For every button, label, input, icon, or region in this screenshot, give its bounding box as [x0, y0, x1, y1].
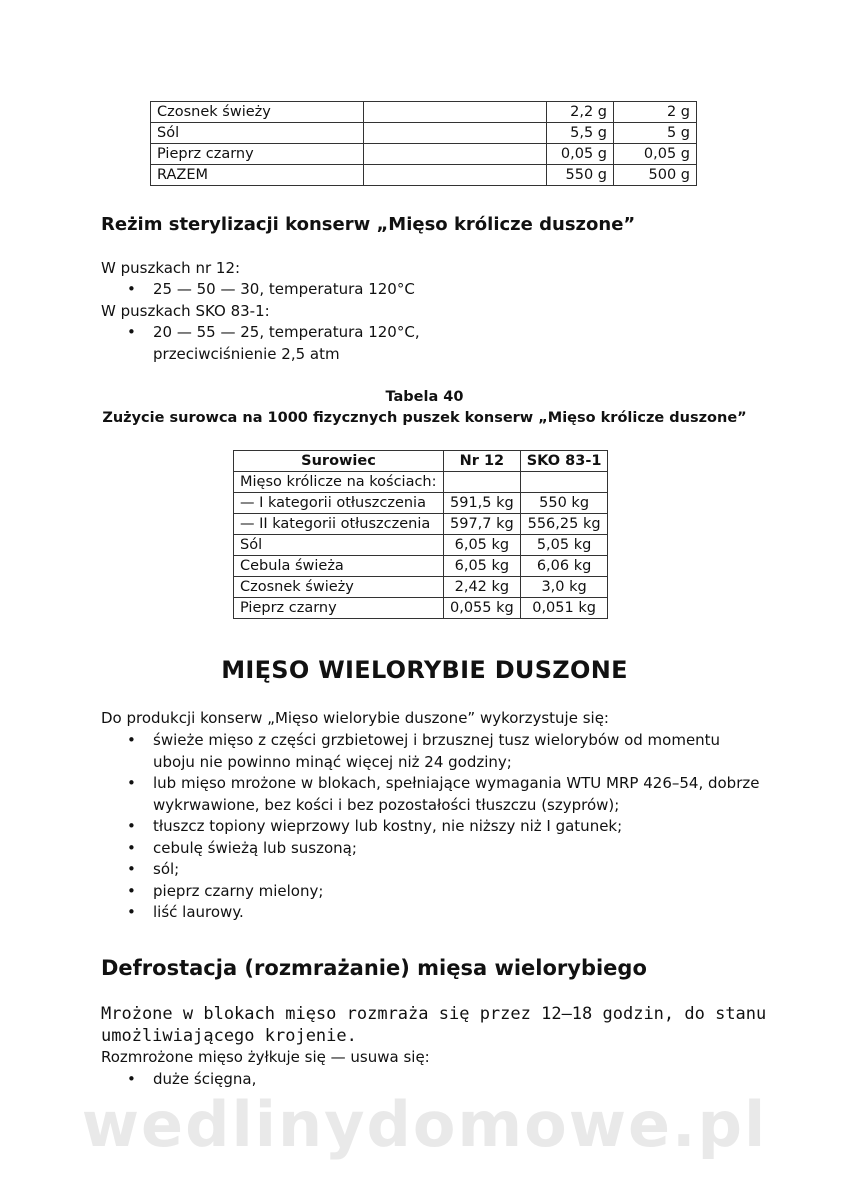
- column-header: Nr 12: [444, 451, 521, 472]
- list-item-line: 20 — 55 — 25, temperatura 120°C,: [153, 323, 420, 341]
- list-item-line: świeże mięso z części grzbietowej i brzusznej tusz wielorybów od momentu: [153, 731, 721, 749]
- table-label: Tabela 40: [385, 389, 464, 405]
- value-nr12: [444, 472, 521, 493]
- value-nr12: 597,7 kg: [444, 514, 521, 535]
- list-item-line: uboju nie powinno minąć więcej niż 24 godziny;: [153, 752, 512, 771]
- defrost-heading: Defrostacja (rozmrażanie) mięsa wielorybiego: [101, 956, 647, 980]
- list-item: • sól;: [101, 859, 821, 881]
- table-row: [151, 144, 697, 165]
- list-item: • cebulę świeżą lub suszoną;: [101, 838, 821, 860]
- material-name: Sól: [234, 535, 444, 556]
- list-item: [101, 322, 801, 365]
- amount-b: 2 g: [614, 102, 697, 123]
- raw-material-table: [233, 450, 608, 619]
- value-nr12: 2,42 kg: [444, 577, 521, 598]
- table-row: [234, 493, 608, 514]
- value-sko: 550 kg: [520, 493, 608, 514]
- defrost-line: Rozmrożone mięso żyłkuje się — usuwa się:: [101, 1048, 430, 1066]
- section-title: MIĘSO WIELORYBIE DUSZONE: [221, 656, 628, 684]
- amount-a: 0,05 g: [547, 144, 614, 165]
- watermark: wedlinydomowe.pl: [81, 1088, 768, 1161]
- value-nr12: 6,05 kg: [444, 556, 521, 577]
- list-item: • 25 — 50 — 30, temperatura 120°C: [101, 279, 801, 301]
- amount-b: 500 g: [614, 165, 697, 186]
- table-row: [151, 123, 697, 144]
- material-name: Pieprz czarny: [234, 598, 444, 619]
- empty-cell: [364, 144, 547, 165]
- material-name: — I kategorii otłuszczenia: [234, 493, 444, 514]
- table-row: [151, 102, 697, 123]
- value-nr12: 0,055 kg: [444, 598, 521, 619]
- amount-a: 550 g: [547, 165, 614, 186]
- empty-cell: [364, 123, 547, 144]
- material-name: Czosnek świeży: [234, 577, 444, 598]
- material-name: Mięso królicze na kościach:: [234, 472, 444, 493]
- amount-b: 5 g: [614, 123, 697, 144]
- sko-list: [101, 322, 801, 365]
- value-nr12: 6,05 kg: [444, 535, 521, 556]
- value-sko: 556,25 kg: [520, 514, 608, 535]
- amount-a: 5,5 g: [547, 123, 614, 144]
- empty-cell: [364, 165, 547, 186]
- column-header: SKO 83-1: [520, 451, 608, 472]
- value-sko: 6,06 kg: [520, 556, 608, 577]
- list-item: • pieprz czarny mielony;: [101, 881, 821, 903]
- list-item: • duże ścięgna,: [101, 1069, 801, 1091]
- list-item-line: przeciwciśnienie 2,5 atm: [153, 344, 340, 363]
- whale-ingredients-list: [101, 730, 821, 924]
- table-row: [234, 514, 608, 535]
- paragraph-line: Mrożone w blokach mięso rozmraża się przez 12–18 godzin, do stanu: [101, 1004, 767, 1024]
- table-header-row: [234, 451, 608, 472]
- nr12-list: [101, 279, 801, 301]
- can-nr12-label: W puszkach nr 12:: [101, 259, 241, 277]
- material-name: — II kategorii otłuszczenia: [234, 514, 444, 535]
- ingredient-name: Pieprz czarny: [151, 144, 364, 165]
- ingredient-name: RAZEM: [151, 165, 364, 186]
- defrost-paragraph: [101, 1003, 766, 1047]
- ingredients-table: [150, 101, 697, 186]
- table-row: [151, 165, 697, 186]
- amount-b: 0,05 g: [614, 144, 697, 165]
- value-nr12: 591,5 kg: [444, 493, 521, 514]
- can-sko-label: W puszkach SKO 83-1:: [101, 302, 270, 320]
- column-header: Surowiec: [234, 451, 444, 472]
- paragraph-line: umożliwiającego krojenie.: [101, 1026, 357, 1046]
- value-sko: 3,0 kg: [520, 577, 608, 598]
- table-row: [234, 556, 608, 577]
- table-caption: Zużycie surowca na 1000 fizycznych puszek konserw „Mięso królicze duszone”: [102, 410, 747, 426]
- value-sko: [520, 472, 608, 493]
- value-sko: 0,051 kg: [520, 598, 608, 619]
- table-row: [234, 472, 608, 493]
- table-row: [234, 577, 608, 598]
- list-item: • liść laurowy.: [101, 902, 821, 924]
- whale-intro: Do produkcji konserw „Mięso wielorybie duszone” wykorzystuje się:: [101, 709, 609, 727]
- sterilization-heading: Reżim sterylizacji konserw „Mięso królicze duszone”: [101, 214, 636, 235]
- table-row: [234, 598, 608, 619]
- amount-a: 2,2 g: [547, 102, 614, 123]
- list-item: [101, 730, 821, 773]
- empty-cell: [364, 102, 547, 123]
- table-row: [234, 535, 608, 556]
- list-item: • tłuszcz topiony wieprzowy lub kostny, nie niższy niż I gatunek;: [101, 816, 821, 838]
- list-item-line: lub mięso mrożone w blokach, spełniające wymagania WTU MRP 426–54, dobrze: [153, 774, 760, 792]
- list-item: [101, 773, 821, 816]
- value-sko: 5,05 kg: [520, 535, 608, 556]
- list-item-line: wykrwawione, bez kości i bez pozostałości tłuszczu (szyprów);: [153, 795, 620, 814]
- material-name: Cebula świeża: [234, 556, 444, 577]
- ingredient-name: Czosnek świeży: [151, 102, 364, 123]
- ingredient-name: Sól: [151, 123, 364, 144]
